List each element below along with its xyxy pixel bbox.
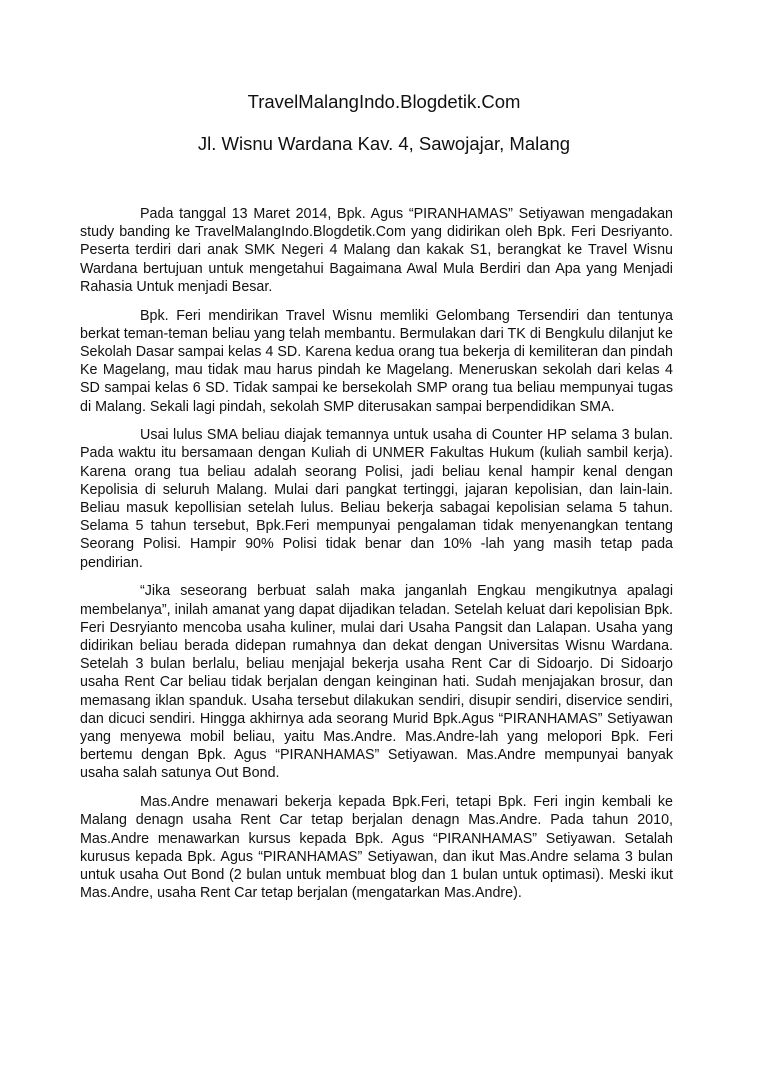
- document-title: TravelMalangIndo.Blogdetik.Com: [247, 91, 521, 112]
- document-address: Jl. Wisnu Wardana Kav. 4, Sawojajar, Malang: [197, 133, 571, 154]
- body-paragraph: “Jika seseorang berbuat salah maka janganlah Engkau mengikutnya apalagi membelanya”, inilah amanat yang dapat dijadikan teladan. Setelah keluat dari kepolisian Bpk. Feri Desryianto mencoba usaha kuliner, mulai dari Usaha Pangsit dan Lalapan. Usaha yang didirikan beliau berada didepan rumahnya dan dekat dengan Universitas Wisnu Wardana. Setelah 3 bulan berlalu, beliau menjajal bekerja usaha Rent Car di Sidoarjo. Di Sidoarjo usaha Rent Car beliau tidak berjalan dengan keinginan hati. Sudah menjajakan brosur, dan memasang iklan spanduk. Usaha tersebut dilakukan sendiri, disupir sendiri, diservice sendiri, dan dicuci sendiri. Hingga akhirnya ada seorang Murid Bpk.Agus “PIRANHAMAS” Setiyawan yang menyewa mobil beliau, yaitu Mas.Andre. Mas.Andre-lah yang melopori Bpk. Feri bertemu dengan Bpk. Agus “PIRANHAMAS” Setiyawan. Mas.Andre mempunyai banyak usaha salah satunya Out Bond.: [80, 583, 673, 782]
- body-paragraph: Pada tanggal 13 Maret 2014, Bpk. Agus “PIRANHAMAS” Setiyawan mengadakan study banding ke TravelMalangIndo.Blogdetik.Com yang didirikan oleh Bpk. Feri Desriyanto. Peserta terdiri dari anak SMK Negeri 4 Malang dan kakak S1, berangkat ke Travel Wisnu Wardana bertujuan untuk mengetahui Bagaimana Awal Mula Berdiri dan Apa yang Menjadi Rahasia Untuk menjadi Besar.: [80, 206, 673, 295]
- body-paragraph: Mas.Andre menawari bekerja kepada Bpk.Feri, tetapi Bpk. Feri ingin kembali ke Malang denagn usaha Rent Car tetap berjalan denagn Mas.Andre. Pada tahun 2010, Mas.Andre menawarkan kursus kepada Bpk. Agus “PIRANHAMAS” Setiyawan. Setalah kurusus kepada Bpk. Agus “PIRANHAMAS” Setiyawan, dan ikut Mas.Andre selama 3 bulan untuk usaha Out Bond (2 bulan untuk membuat blog dan 1 bulan untuk optimasi). Meski ikut Mas.Andre, usaha Rent Car tetap berjalan (mengatarkan Mas.Andre).: [80, 794, 673, 902]
- body-paragraph: Usai lulus SMA beliau diajak temannya untuk usaha di Counter HP selama 3 bulan. Pada waktu itu bersamaan dengan Kuliah di UNMER Fakultas Hukum (kuliah sambil kerja). Karena orang tua beliau adalah seorang Polisi, jadi beliau kenal hampir kenal dengan Kepolisia di seluruh Malang. Mulai dari pangkat tertinggi, jajaran kepolisian, dan lain-lain. Beliau masuk kepollisian setelah lulus. Beliau bekerja sabagai kepolisian selama 5 tahun. Selama 5 tahun tersebut, Bpk.Feri mempunyai pengalaman tidak menyenangkan tentang Seorang Polisi. Hampir 90% Polisi tidak benar dan 10% -lah yang masih tetap pada pendirian.: [80, 427, 673, 571]
- document-body: [80, 205, 673, 913]
- body-paragraph: Bpk. Feri mendirikan Travel Wisnu memliki Gelombang Tersendiri dan tentunya berkat teman-teman beliau yang telah membantu. Bermulakan dari TK di Bengkulu dilanjut ke Sekolah Dasar sampai kelas 4 SD. Karena kedua orang tua bekerja di kemiliteran dan pindah Ke Magelang, mau tidak mau harus pindah ke Magelang. Meneruskan sekolah dari kelas 4 SD sampai kelas 6 SD. Tidak sampai ke bersekolah SMP orang tua beliau mempunyai tugas di Malang. Sekali lagi pindah, sekolah SMP diterusakan sampai berpendidikan SMA.: [80, 307, 673, 415]
